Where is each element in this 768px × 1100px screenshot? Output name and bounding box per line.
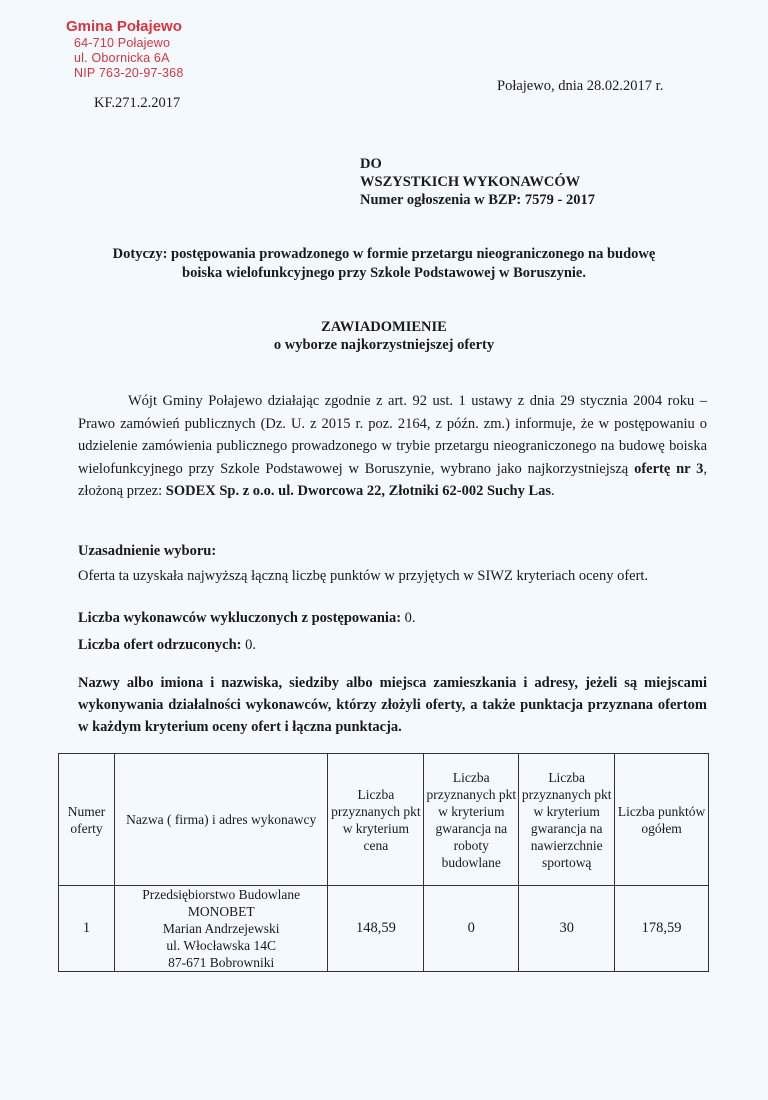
excluded-value: 0. [401, 610, 416, 626]
subject-label: Dotyczy [112, 246, 163, 262]
contractor-line: MONOBET [187, 904, 255, 919]
rejected-value: 0. [241, 637, 256, 653]
stamp-name: Gmina Połajewo [66, 18, 182, 35]
addressee-block [360, 155, 595, 209]
excluded-count [78, 610, 416, 627]
body-text-3: . [551, 483, 555, 499]
stamp-nip: NIP 763-20-97-368 [74, 66, 184, 80]
rejected-count [78, 637, 256, 654]
body-paragraph [78, 390, 707, 503]
subject-block [60, 245, 708, 283]
header-contractor: Nazwa ( firma) i adres wykonawcy [114, 754, 328, 886]
offer-number: 1 [59, 886, 115, 972]
contractor-line: ul. Włocławska 14C [166, 938, 276, 953]
stamp-postal: 64-710 Połajewo [74, 36, 171, 50]
contractor-line: Przedsiębiorstwo Budowlane [142, 887, 301, 902]
header-price-points: Liczba przyznanych pkt w kryterium cena [328, 754, 424, 886]
justification-text: Oferta ta uzyskała najwyższą łączną liczbę punktów w przyjętych w SIWZ kryteriach oceny ofert. [78, 568, 649, 584]
reference-number: KF.271.2.2017 [94, 95, 181, 111]
body-text-1: Wójt Gminy Połajewo działając zgodnie z art. 92 ust. 1 ustawy z dnia 29 stycznia 2004 roku – Prawo zamówień publicznych (Dz. U. z 2015 r. poz. 2164, z późn. zm.) informuje, że w postępowaniu o udzielenie zamówienia publicznego prowadzonego w trybie przetargu nieograniczonego na budowę boiska wielofunkcyjnego przy Szkole Podstawowej w Boruszynie, wybrano jako najkorzystniejszą [78, 393, 707, 477]
header-surface-warranty-points: Liczba przyznanych pkt w kryterium gwarancja na nawierzchnie sportową [519, 754, 615, 886]
total-points: 178,59 [615, 886, 709, 972]
header-works-warranty-points: Liczba przyznanych pkt w kryterium gwarancja na roboty budowlane [424, 754, 519, 886]
rejected-label: Liczba ofert odrzuconych: [78, 637, 242, 653]
notice-title: ZAWIADOMIENIE [321, 319, 447, 335]
addressee-line-1: DO [360, 156, 382, 172]
header-total-points: Liczba punktów ogółem [615, 754, 709, 886]
subject-text-1: : postępowania prowadzonego w formie przetargu nieograniczonego na budowę [162, 246, 656, 262]
table-row [59, 886, 709, 972]
justification-title: Uzasadnienie wyboru: [78, 543, 217, 559]
contractor-line: Marian Andrzejewski [162, 921, 280, 936]
notice-heading [60, 318, 708, 354]
excluded-label: Liczba wykonawców wykluczonych z postępowania: [78, 610, 402, 626]
works-warranty-points: 0 [424, 886, 519, 972]
contractors-info-paragraph: Nazwy albo imiona i nazwiska, siedziby albo miejsca zamieszkania i adresy, jeżeli są miejscami wykonywania działalności wykonawców, którzy złożyli oferty, a także punktacja przyznana ofertom w każdym kryterium oceny ofert i łączna punktacja. [78, 675, 707, 735]
stamp-street: ul. Obornicka 6A [74, 51, 170, 65]
date-line: Połajewo, dnia 28.02.2017 r. [497, 78, 664, 94]
table-header-row [59, 754, 709, 886]
price-points: 148,59 [328, 886, 424, 972]
municipality-stamp [66, 18, 184, 81]
surface-warranty-points: 30 [519, 886, 615, 972]
contractor-cell [114, 886, 328, 972]
contractor-line: 87-671 Bobrowniki [168, 955, 275, 970]
selected-offer: ofertę nr 3 [634, 460, 704, 477]
notice-subtitle: o wyborze najkorzystniejszej oferty [273, 337, 495, 353]
subject-text-2: boiska wielofunkcyjnego przy Szkole Podstawowej w Boruszynie. [182, 265, 586, 281]
offers-table [58, 753, 709, 972]
announcement-number: Numer ogłoszenia w BZP: 7579 - 2017 [360, 192, 595, 208]
header-offer-number: Numer oferty [59, 754, 115, 886]
selected-contractor: SODEX Sp. z o.o. ul. Dworcowa 22, Złotniki 62-002 Suchy Las [165, 483, 552, 499]
body-text-2: , złożoną przez: [78, 460, 708, 499]
addressee-line-2: WSZYSTKICH WYKONAWCÓW [360, 174, 581, 190]
